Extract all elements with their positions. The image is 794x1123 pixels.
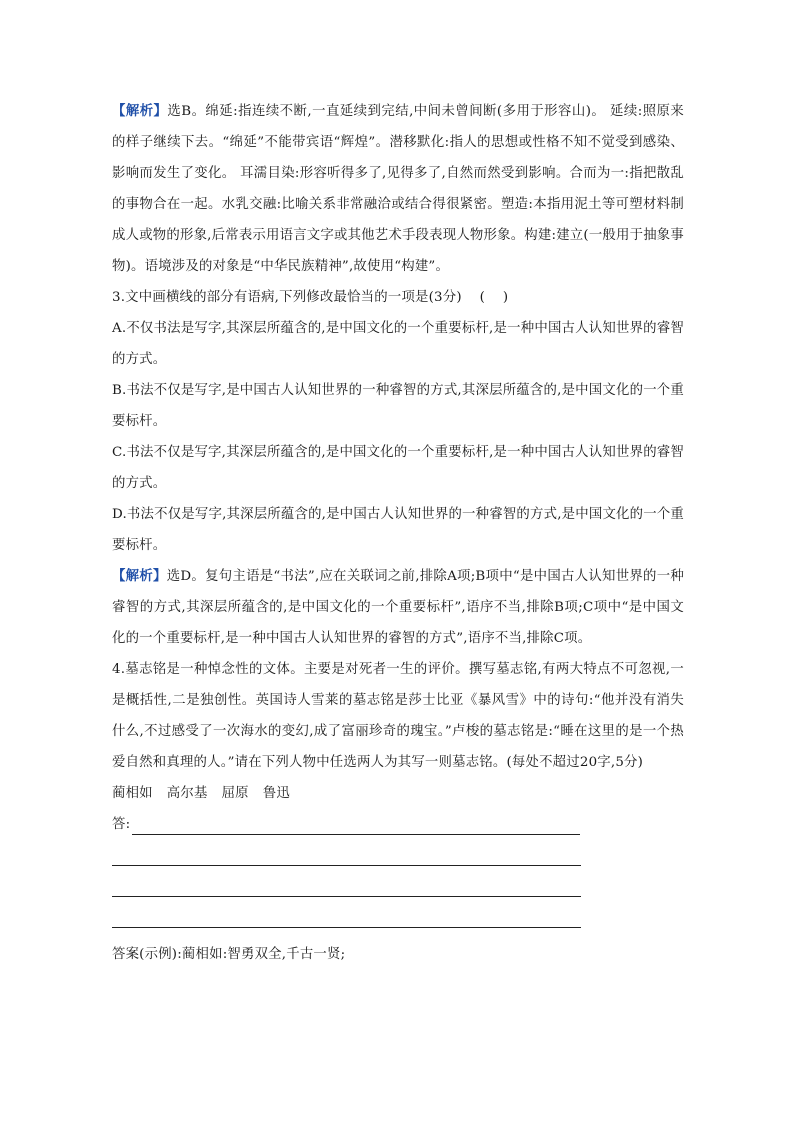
answer-line-2[interactable]: [112, 840, 684, 871]
q2-analysis-paragraph: [112, 96, 684, 282]
answer-line-3[interactable]: [112, 871, 684, 902]
name-item: 蔺相如: [112, 786, 153, 801]
answer-line-1[interactable]: [112, 809, 684, 840]
q4-name-list: [112, 778, 684, 809]
document-page: [112, 96, 684, 970]
answer-rule: [112, 927, 581, 928]
q3-stem: 3.文中画横线的部分有语病,下列修改最恰当的一项是(3分) ( ): [112, 290, 509, 305]
name-item: 鲁迅: [262, 786, 290, 801]
name-item: 高尔基: [166, 786, 208, 801]
q3-option-c: C.书法不仅是写字,其深层所蕴含的,是中国文化的一个重要标杆,是一种中国古人认知世界的睿智的方式。: [112, 445, 684, 491]
q3-option-d: D.书法不仅是写字,其深层所蕴含的,是中国古人认知世界的一种睿智的方式,是中国文化的一个重要标杆。: [112, 507, 684, 553]
q4-stem: 4.墓志铭是一种悼念性的文体。主要是对死者一生的评价。撰写墓志铭,有两大特点不可忽视,一是概括性,二是独创性。英国诗人雪莱的墓志铭是莎士比亚《暴风雪》中的诗句:“他并没有消失什么,不过感受了一次海水的变幻,成了富丽珍奇的瑰宝。”卢梭的墓志铭是:“睡在这里的是一个热爱自然和真理的人。”请在下列人物中任选两人为其写一则墓志铭。(每处不超过20字,5分): [112, 662, 684, 770]
analysis-tag: 【解析】: [112, 569, 167, 584]
answer-line-4[interactable]: [112, 902, 684, 933]
analysis-tag: 【解析】: [112, 104, 168, 119]
q3-option-a: A.不仅书法是写字,其深层所蕴含的,是中国文化的一个重要标杆,是一种中国古人认知世界的睿智的方式。: [112, 321, 684, 367]
q2-analysis-text: 选B。绵延:指连续不断,一直延续到完结,中间未曾间断(多用于形容山)。 延续:照原来的样子继续下去。“绵延”不能带宾语“辉煌”。潜移默化:指人的思想或性格不知不觉受到感染、影响而发生了变化。 耳濡目染:形容听得多了,见得多了,自然而然受到影响。合而为一:指把散乱的事物合在一起。水乳交融:比喻关系非常融洽或结合得很紧密。塑造:本指用泥土等可塑材料制成人或物的形象,后常表示用语言文字或其他艺术手段表现人物形象。构建:建立(一般用于抽象事物)。语境涉及的对象是“中华民族精神”,故使用“构建”。: [112, 104, 684, 274]
answer-rule: [132, 834, 580, 835]
answer-label: 答:: [112, 817, 131, 832]
answer-rule: [112, 865, 581, 866]
sample-answer: 答案(示例):蔺相如:智勇双全,千古一贤;: [112, 947, 346, 962]
q3-option-b: B.书法不仅是写字,是中国古人认知世界的一种睿智的方式,其深层所蕴含的,是中国文化的一个重要标杆。: [112, 383, 684, 429]
q3-analysis-paragraph: [112, 561, 684, 654]
name-item: 屈原: [221, 786, 249, 801]
q3-analysis-text: 选D。复句主语是“书法”,应在关联词之前,排除A项;B项中“是中国古人认知世界的一种睿智的方式,其深层所蕴含的,是中国文化的一个重要标杆”,语序不当,排除B项;C项中“是中国文化的一个重要标杆,是一种中国古人认知世界的睿智的方式”,语序不当,排除C项。: [112, 569, 684, 646]
answer-rule: [112, 896, 581, 897]
